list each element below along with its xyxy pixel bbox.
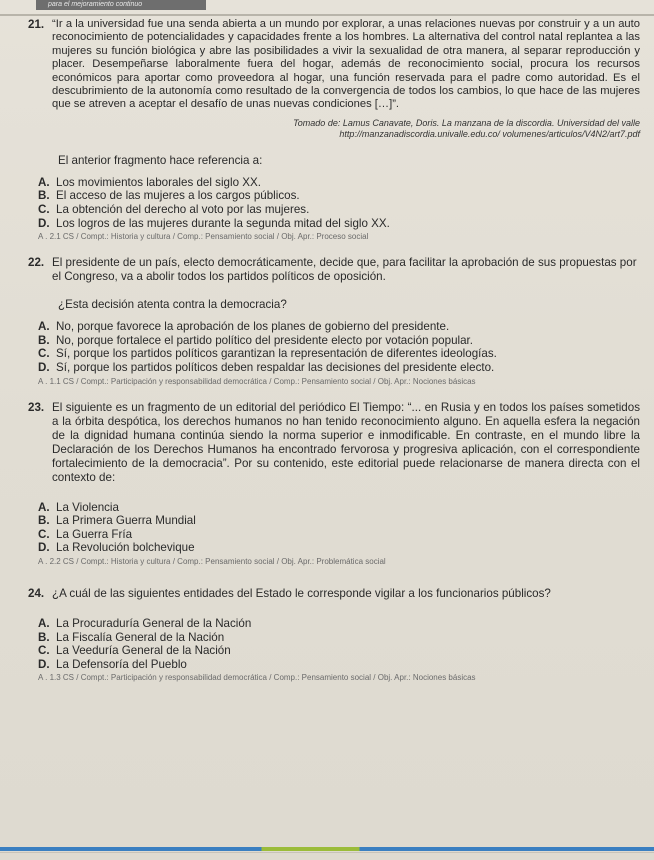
option-letter: D. — [38, 361, 50, 374]
option-b[interactable] — [38, 189, 640, 203]
source-url: http://manzanadiscordia.univalle.edu.co/ volumenes/articulos/V4N2/art7.pdf — [339, 128, 640, 139]
option-letter: B. — [38, 630, 50, 644]
option-text: El acceso de las mujeres a los cargos públicos. — [56, 189, 300, 203]
option-text: Sí, porque los partidos políticos deben respaldar las decisiones del presidente electo. — [56, 361, 495, 374]
option-letter: A. — [38, 320, 50, 334]
option-text: No, porque favorece la aprobación de los planes de gobierno del presidente. — [56, 320, 450, 334]
option-d[interactable] — [38, 658, 640, 672]
option-a[interactable] — [38, 320, 640, 334]
option-d[interactable] — [38, 361, 640, 375]
question-23 — [28, 401, 640, 567]
question-24-tag: A . 1.3 CS / Compt.: Participación y responsabilidad democrática / Comp.: Pensamiento social / Obj. Apr.: Nociones básicas — [38, 673, 476, 683]
question-21-stem: El anterior fragmento hace referencia a: — [58, 153, 263, 167]
option-text: Los logros de las mujeres durante la segunda mitad del siglo XX. — [56, 216, 390, 230]
option-text: La Veeduría General de la Nación — [56, 644, 231, 658]
option-letter: B. — [38, 189, 50, 203]
header-strip-text: para el mejoramiento continuo — [48, 1, 143, 8]
question-23-text: El siguiente es un fragmento de un editorial del periódico El Tiempo: “... en Rusia y en todos los países sometidos a la órbita despótica, los derechos humanos no han tenido reconocimiento alguno. En aquella esfera la negación de la dignidad humana continúa siendo la norma superior e inmodificable. En contraste, en el mundo libre la Declaración de los Derechos Humanos ha encontrado fervorosa y progresiva aplicación, con el correspondiente fortalecimiento de la democracia”. Por su contenido, este editorial puede relacionarse de manera directa con el contexto de: — [52, 400, 640, 484]
question-22 — [28, 256, 640, 386]
option-text: La Defensoría del Pueblo — [56, 657, 187, 671]
content-area — [28, 18, 640, 683]
option-letter: A. — [38, 175, 50, 189]
question-24-options — [38, 617, 640, 671]
question-22-tag: A . 1.1 CS / Compt.: Participación y responsabilidad democrática / Comp.: Pensamiento social / Obj. Apr.: Nociones básicas — [38, 376, 476, 386]
option-text: Los movimientos laborales del siglo XX. — [56, 175, 261, 189]
option-letter: D. — [38, 216, 50, 230]
option-a[interactable] — [38, 176, 640, 190]
question-23-number: 23. — [28, 400, 45, 414]
question-21-passage: “Ir a la universidad fue una senda abierta a un mundo por explorar, a unas relaciones nuevas por construir y a un auto reconocimiento de potencialidades y capacidades frente a los hombres. La alternativa del control natal replantea a las mujeres su función biológica y abre las posibilidades a vivir la sexualidad de otra manera, al separar reproducción y placer. Desempeñarse laboralmente fuera del hogar, además de reconocimiento social, procura los recursos económicos para aportar como proveedora al hogar, una función reservada para el padre como autoridad. Es el descubrimiento de la autonomía como resultado de la convergencia de todos los cambios, lo que hace de las mujeres que se atreven a aceptar el desafío de unas nuevas condiciones […]”. — [52, 18, 640, 111]
option-letter: A. — [38, 500, 50, 514]
option-text: La obtención del derecho al voto por las mujeres. — [56, 203, 310, 217]
option-text: La Procuraduría General de la Nación — [56, 616, 252, 630]
option-letter: C. — [38, 527, 50, 541]
question-22-number: 22. — [28, 256, 45, 270]
option-text: La Primera Guerra Mundial — [56, 514, 196, 528]
option-b[interactable] — [38, 514, 640, 528]
question-21-tag: A . 2.1 CS / Compt.: Historia y cultura / Comp.: Pensamiento social / Obj. Apr.: Proceso social — [38, 232, 369, 242]
option-text: La Revolución bolchevique — [56, 541, 195, 555]
option-text: Sí, porque los partidos políticos garantizan la representación de diferentes ideologías. — [56, 347, 497, 361]
top-divider — [0, 14, 654, 16]
option-text: La Violencia — [56, 500, 119, 514]
question-21-number: 21. — [28, 18, 45, 31]
option-letter: C. — [38, 644, 50, 658]
option-b[interactable] — [38, 631, 640, 645]
question-24-number: 24. — [28, 586, 45, 600]
question-21-options — [38, 176, 640, 230]
option-letter: D. — [38, 541, 50, 555]
question-24 — [28, 587, 640, 683]
question-22-text: El presidente de un país, electo democráticamente, decide que, para facilitar la aprobación de sus propuestas por el Congreso, va a abolir todos los partidos políticos de oposición. — [52, 256, 637, 284]
option-c[interactable] — [38, 528, 640, 542]
option-letter: B. — [38, 514, 50, 528]
option-text: La Fiscalía General de la Nación — [56, 630, 225, 644]
footer-color-bar — [0, 847, 654, 851]
option-b[interactable] — [38, 334, 640, 348]
option-d[interactable] — [38, 217, 640, 231]
question-23-tag: A . 2.2 CS / Compt.: Historia y cultura / Comp.: Pensamiento social / Obj. Apr.: Problemática social — [38, 556, 386, 566]
option-c[interactable] — [38, 347, 640, 361]
option-d[interactable] — [38, 541, 640, 555]
source-citation: Tomado de: Lamus Canavate, Doris. La manzana de la discordia. Universidad del valle — [293, 117, 640, 128]
header-strip — [36, 0, 206, 10]
option-letter: A. — [38, 616, 50, 630]
option-letter: C. — [38, 203, 50, 217]
question-21 — [28, 18, 640, 242]
question-24-text: ¿A cuál de las siguientes entidades del Estado le corresponde vigilar a los funcionarios públicos? — [52, 586, 551, 600]
option-text: No, porque fortalece el partido político del presidente electo por votación popular. — [56, 333, 473, 347]
footer-divider — [0, 852, 654, 853]
option-letter: B. — [38, 333, 50, 347]
question-23-options — [38, 501, 640, 555]
option-a[interactable] — [38, 617, 640, 631]
option-c[interactable] — [38, 203, 640, 217]
question-22-options — [38, 320, 640, 374]
option-c[interactable] — [38, 644, 640, 658]
option-text: La Guerra Fría — [56, 527, 133, 541]
question-22-stem: ¿Esta decisión atenta contra la democracia? — [58, 298, 287, 312]
question-21-source — [28, 118, 640, 140]
option-a[interactable] — [38, 501, 640, 515]
option-letter: C. — [38, 347, 50, 361]
option-letter: D. — [38, 657, 50, 671]
